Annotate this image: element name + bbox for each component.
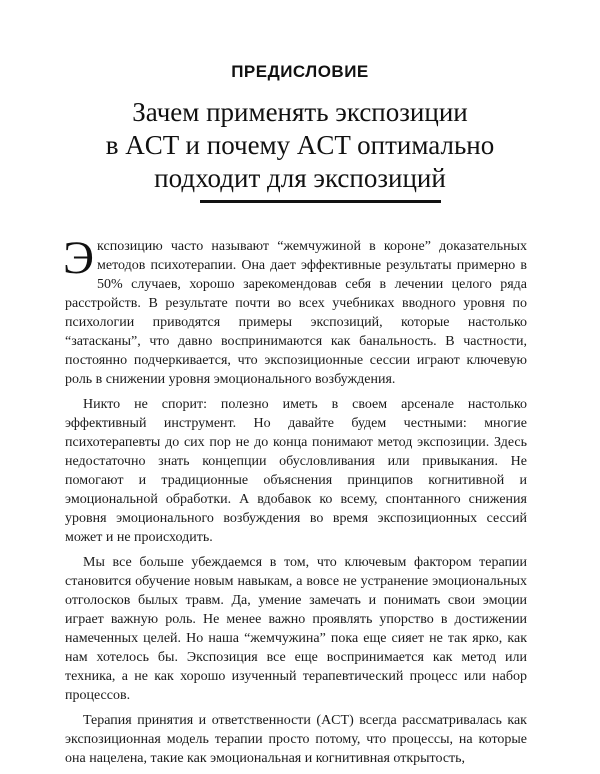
title-line-1: Зачем применять экспозиции — [132, 97, 468, 127]
drop-cap: Э — [63, 232, 95, 284]
title-line-3: подходит для экспозиций — [154, 163, 446, 193]
paragraph-2: Никто не спорит: полезно иметь в своем арсенале настолько эффективный инструмент. Но давайте будем честными: многие психотерапевты до сих пор не до конца понимают метод экспозиции. Здесь недостаточно знать концепции обусловливания или привыкания. Не помогают и традиционные объяснения принципов когнитивной и эмоциональной обработки. А вдобавок ко всему, спонтанного снижения уровня эмоционального возбуждения во время экспозиционных сессий может и не происходить. — [65, 397, 527, 545]
section-label: ПРЕДИСЛОВИЕ — [231, 62, 369, 81]
paragraph-3: Мы все больше убеждаемся в том, что ключевым фактором терапии становится обучение новым навыкам, а вовсе не устранение эмоциональных отголосков былых травм. Да, умение замечать и понимать свои эмоции играет важную роль. Не менее важно проявлять упорство в достижении намеченных целей. Но наша “жемчужина” пока еще сияет не так ярко, как нам хотелось бы. Экспозиция все еще воспринимается как метод или техника, а не как хорошо изученный терапевтический процесс или набор процессов. — [65, 555, 527, 703]
paragraph-4: Терапия принятия и ответственности (ACT) всегда рассматривалась как экспозиционная модель терапии просто потому, что процессы, на которые она нацелена, такие как эмоциональная и когнитивная открытость, — [65, 713, 527, 766]
paragraph-1-text: кспозицию часто называют “жемчужиной в короне” доказательных методов психотерапии. Она дает эффективные результаты примерно в 50% случаев, хорошо зарекомендовав себя в лечении целого ряда расстройств. В результате почти во всех учебниках вводного уровня по психологии приводятся примеры экспозиций, которые настолько “затасканы”, что давно воспринимаются как банальность. В частности, постоянно подчеркивается, что экспозиционные сессии играют ключевую роль в снижении уровня эмоционального возбуждения. — [65, 239, 527, 387]
title-line-2: в ACT и почему ACT оптимально — [105, 130, 495, 160]
chapter-title — [0, 96, 600, 195]
title-underline-rule — [200, 200, 441, 203]
paragraph-1 — [63, 232, 527, 389]
body-text — [63, 232, 527, 774]
